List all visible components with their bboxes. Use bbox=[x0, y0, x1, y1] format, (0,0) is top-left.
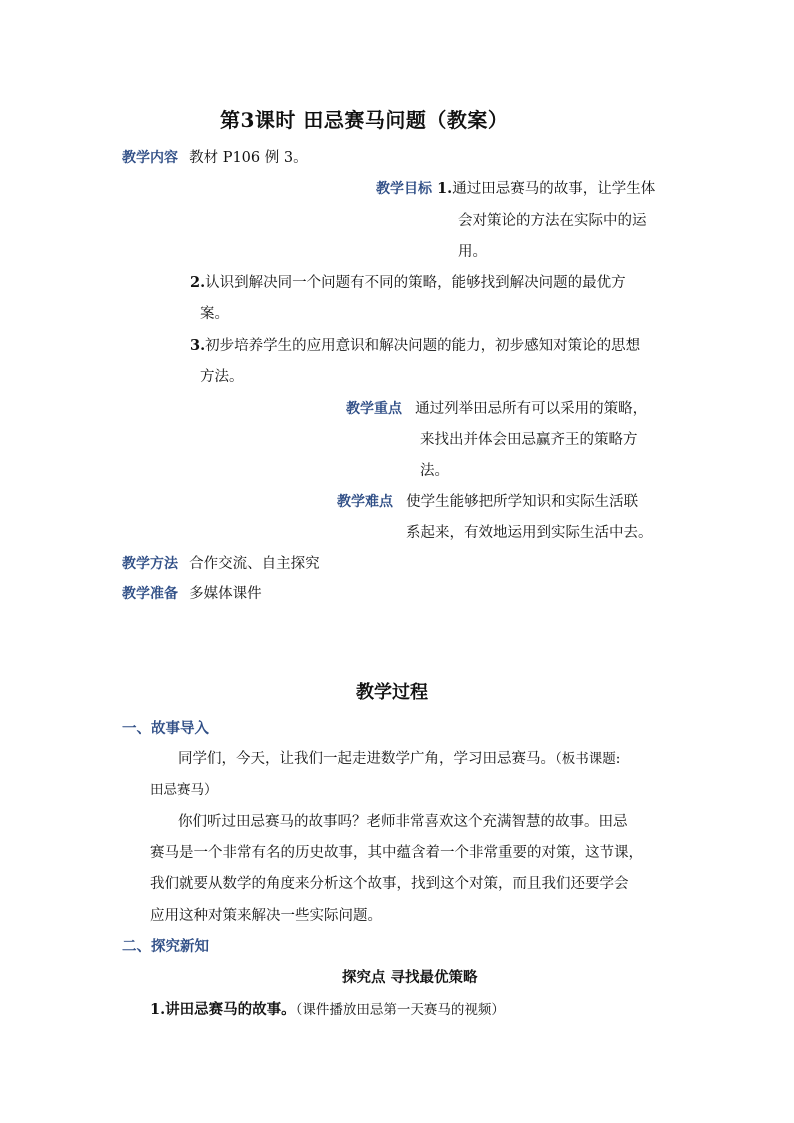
method-row bbox=[122, 552, 320, 573]
section-1-paragraph-2-line-1: 你们听过田忌赛马的故事吗？老师非常喜欢这个充满智慧的故事。田忌 bbox=[178, 814, 628, 830]
section-1-paragraph-1-line-1 bbox=[178, 747, 620, 768]
objective-3-line-1: 初步培养学生的应用意识和解决问题的能力，初步感知对策论的思想 bbox=[205, 338, 641, 354]
content-row bbox=[122, 146, 308, 167]
objective-1-number: 1. bbox=[437, 180, 453, 197]
preparation-label: 教学准备 bbox=[122, 586, 178, 602]
section-1-paragraph-2-line-3: 我们就要从数学的角度来分析这个故事，找到这个对策，而且我们还要学会 bbox=[150, 876, 629, 892]
objective-2-line-2: 案。 bbox=[200, 306, 229, 322]
key-point-line-3: 法。 bbox=[420, 463, 449, 479]
objective-1-line-1: 通过田忌赛马的故事，让学生体 bbox=[452, 181, 656, 197]
content-text: 教材 P106 例 3。 bbox=[189, 150, 308, 166]
difficulty-row bbox=[337, 490, 638, 511]
key-point-line-2: 来找出并体会田忌赢齐王的策略方 bbox=[420, 432, 638, 448]
objective-2 bbox=[190, 271, 626, 292]
section-2-heading: 二、探究新知 bbox=[122, 939, 209, 955]
content-label: 教学内容 bbox=[122, 150, 178, 166]
section-1-paragraph-2-line-2: 赛马是一个非常有名的历史故事，其中蕴含着一个非常重要的对策，这节课， bbox=[150, 845, 643, 861]
objective-2-number: 2. bbox=[190, 274, 206, 291]
objective-2-line-1: 认识到解决同一个问题有不同的策略，能够找到解决问题的最优方 bbox=[205, 275, 626, 291]
objective-3-line-2: 方法。 bbox=[200, 369, 244, 385]
section-1-heading: 一、故事导入 bbox=[122, 721, 209, 737]
section-2-item-1-text: 1.讲田忌赛马的故事。 bbox=[150, 1001, 296, 1018]
objective-3-number: 3. bbox=[190, 337, 206, 354]
method-text: 合作交流、自主探究 bbox=[189, 556, 320, 572]
key-point-row bbox=[346, 397, 647, 418]
method-label: 教学方法 bbox=[122, 556, 178, 572]
difficulty-line-1: 使学生能够把所学知识和实际生活联 bbox=[406, 494, 639, 510]
objective-1-line-2: 会对策论的方法在实际中的运 bbox=[458, 213, 647, 229]
key-point-label: 教学重点 bbox=[346, 401, 402, 417]
section-1-p1-text: 同学们，今天，让我们一起走进数学广角，学习田忌赛马。 bbox=[178, 751, 555, 767]
page-title: 第3课时 田忌赛马问题（教案） bbox=[220, 108, 509, 132]
section-1-paragraph-1-line-2: 田忌赛马） bbox=[150, 782, 218, 798]
difficulty-line-2: 系起来，有效地运用到实际生活中去。 bbox=[406, 525, 653, 541]
section-1-paragraph-2-line-4: 应用这种对策来解决一些实际问题。 bbox=[150, 908, 382, 924]
section-2-item-1-note: （课件播放田忌第一天赛马的视频） bbox=[295, 1002, 505, 1018]
difficulty-label: 教学难点 bbox=[337, 494, 393, 510]
key-point-line-1: 通过列举田忌所有可以采用的策略， bbox=[415, 401, 648, 417]
section-1-p1-note: （板书课题: bbox=[555, 751, 621, 767]
process-title: 教学过程 bbox=[356, 682, 428, 703]
objective-3 bbox=[190, 334, 640, 355]
objectives-row bbox=[376, 177, 655, 198]
preparation-text: 多媒体课件 bbox=[189, 586, 262, 602]
section-2-subheading: 探究点 寻找最优策略 bbox=[342, 969, 478, 986]
objectives-label: 教学目标 bbox=[376, 181, 432, 197]
objective-1-line-3: 用。 bbox=[458, 244, 487, 260]
preparation-row bbox=[122, 582, 262, 603]
section-2-item-1 bbox=[150, 998, 505, 1019]
